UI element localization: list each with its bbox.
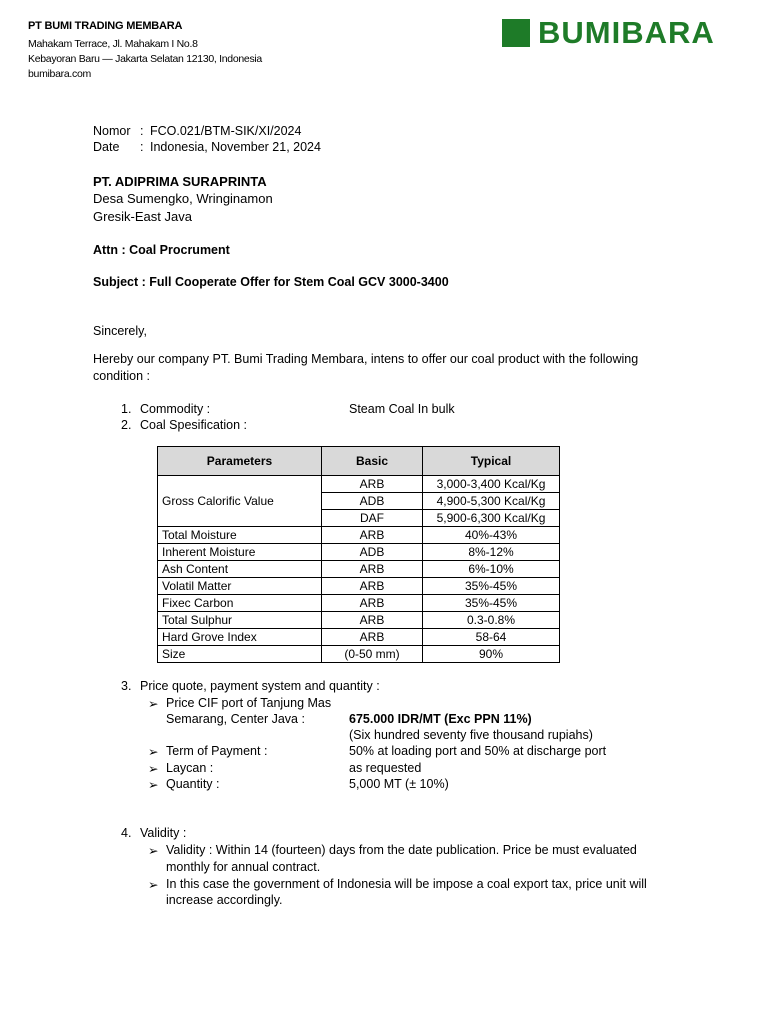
basic-cell: ARB	[322, 595, 423, 612]
subject-line: Subject : Full Cooperate Offer for Stem Coal GCV 3000-3400	[93, 275, 449, 289]
typical-cell: 35%-45%	[423, 595, 560, 612]
coal-spec-table	[157, 446, 560, 663]
basic-cell: ARB	[322, 527, 423, 544]
recipient-address-1: Desa Sumengko, Wringinamon	[93, 191, 273, 206]
price-label-line-2: Semarang, Center Java :	[166, 712, 305, 726]
recipient-address-2: Gresik-East Java	[93, 209, 192, 224]
basic-cell: ARB	[322, 629, 423, 646]
param-cell: Size	[158, 646, 322, 663]
header-basic: Basic	[322, 447, 423, 476]
typical-cell: 58-64	[423, 629, 560, 646]
arrow-bullet-icon: ➢	[148, 697, 159, 711]
table-row	[158, 629, 560, 646]
basic-cell: ARB	[322, 578, 423, 595]
basic-cell: ARB	[322, 561, 423, 578]
gcv-basic: DAF	[322, 510, 423, 527]
typical-cell: 6%-10%	[423, 561, 560, 578]
item-1-label: Commodity :	[140, 402, 211, 416]
intro-line-2: condition :	[93, 369, 150, 383]
term-value: 50% at loading port and 50% at discharge port	[349, 744, 607, 758]
header-parameters: Parameters	[158, 447, 322, 476]
quantity-value: 5,000 MT (± 10%)	[349, 777, 449, 791]
company-address-1: Mahakam Terrace, Jl. Mahakam I No.8	[28, 38, 198, 50]
arrow-bullet-icon: ➢	[148, 878, 159, 892]
laycan-label: Laycan :	[166, 761, 214, 775]
table-row	[158, 646, 560, 663]
arrow-bullet-icon: ➢	[148, 762, 159, 776]
validity-1-line-2: monthly for annual contract.	[166, 860, 321, 874]
validity-2-line-1: In this case the government of Indonesia will be impose a coal export tax, price unit will	[166, 877, 647, 891]
table-row	[158, 595, 560, 612]
typical-cell: 8%-12%	[423, 544, 560, 561]
company-logo	[502, 15, 715, 50]
basic-cell: ADB	[322, 544, 423, 561]
intro-line-1: Hereby our company PT. Bumi Trading Membara, intens to offer our coal product with the following	[93, 352, 639, 366]
typical-cell: 90%	[423, 646, 560, 663]
typical-cell: 35%-45%	[423, 578, 560, 595]
param-cell: Volatil Matter	[158, 578, 322, 595]
item-4-number: 4.	[121, 826, 132, 840]
param-cell: Inherent Moisture	[158, 544, 322, 561]
price-value-words: (Six hundred seventy five thousand rupiahs)	[349, 728, 593, 742]
arrow-bullet-icon: ➢	[148, 745, 159, 759]
typical-cell: 40%-43%	[423, 527, 560, 544]
item-1-number: 1.	[121, 402, 132, 416]
salutation: Sincerely,	[93, 324, 147, 338]
attn-line: Attn : Coal Procrument	[93, 243, 230, 257]
item-2-label: Coal Spesification :	[140, 418, 248, 432]
table-row	[158, 578, 560, 595]
nomor-value: FCO.021/BTM-SIK/XI/2024	[150, 124, 302, 138]
item-3-label: Price quote, payment system and quantity :	[140, 679, 380, 693]
table-row	[158, 476, 560, 493]
price-label-line-1: Price CIF port of Tanjung Mas	[166, 696, 332, 710]
price-value: 675.000 IDR/MT (Exc PPN 11%)	[349, 712, 532, 726]
item-3-number: 3.	[121, 679, 132, 693]
table-row	[158, 544, 560, 561]
param-cell: Fixec Carbon	[158, 595, 322, 612]
laycan-value: as requested	[349, 761, 422, 775]
basic-cell: (0-50 mm)	[322, 646, 423, 663]
recipient-name: PT. ADIPRIMA SURAPRINTA	[93, 174, 267, 189]
basic-cell: ARB	[322, 612, 423, 629]
param-cell: Ash Content	[158, 561, 322, 578]
table-row	[158, 561, 560, 578]
nomor-colon: :	[140, 124, 144, 138]
param-cell: Hard Grove Index	[158, 629, 322, 646]
logo-square-icon	[502, 19, 530, 47]
table-row	[158, 612, 560, 629]
item-4-label: Validity :	[140, 826, 187, 840]
company-website: bumibara.com	[28, 68, 91, 80]
quantity-label: Quantity :	[166, 777, 220, 791]
table-header-row	[158, 447, 560, 476]
arrow-bullet-icon: ➢	[148, 844, 159, 858]
term-label: Term of Payment :	[166, 744, 268, 758]
nomor-label: Nomor	[93, 124, 131, 138]
gcv-basic: ARB	[322, 476, 423, 493]
company-address-2: Kebayoran Baru — Jakarta Selatan 12130, Indonesia	[28, 53, 262, 65]
validity-2-line-2: increase accordingly.	[166, 893, 283, 907]
gcv-typical: 3,000-3,400 Kcal/Kg	[423, 476, 560, 493]
logo-text: BUMIBARA	[538, 15, 715, 50]
date-colon: :	[140, 140, 144, 154]
gcv-typical: 5,900-6,300 Kcal/Kg	[423, 510, 560, 527]
typical-cell: 0.3-0.8%	[423, 612, 560, 629]
date-label: Date	[93, 140, 120, 154]
gcv-typical: 4,900-5,300 Kcal/Kg	[423, 493, 560, 510]
gcv-label: Gross Calorific Value	[158, 476, 322, 527]
item-2-number: 2.	[121, 418, 132, 432]
param-cell: Total Sulphur	[158, 612, 322, 629]
company-name: PT BUMI TRADING MEMBARA	[28, 20, 183, 32]
item-1-value: Steam Coal In bulk	[349, 402, 455, 416]
validity-1-line-1: Validity : Within 14 (fourteen) days from the date publication. Price be must evaluated	[166, 843, 637, 857]
param-cell: Total Moisture	[158, 527, 322, 544]
date-value: Indonesia, November 21, 2024	[150, 140, 321, 154]
header-typical: Typical	[423, 447, 560, 476]
gcv-basic: ADB	[322, 493, 423, 510]
arrow-bullet-icon: ➢	[148, 778, 159, 792]
table-row	[158, 527, 560, 544]
